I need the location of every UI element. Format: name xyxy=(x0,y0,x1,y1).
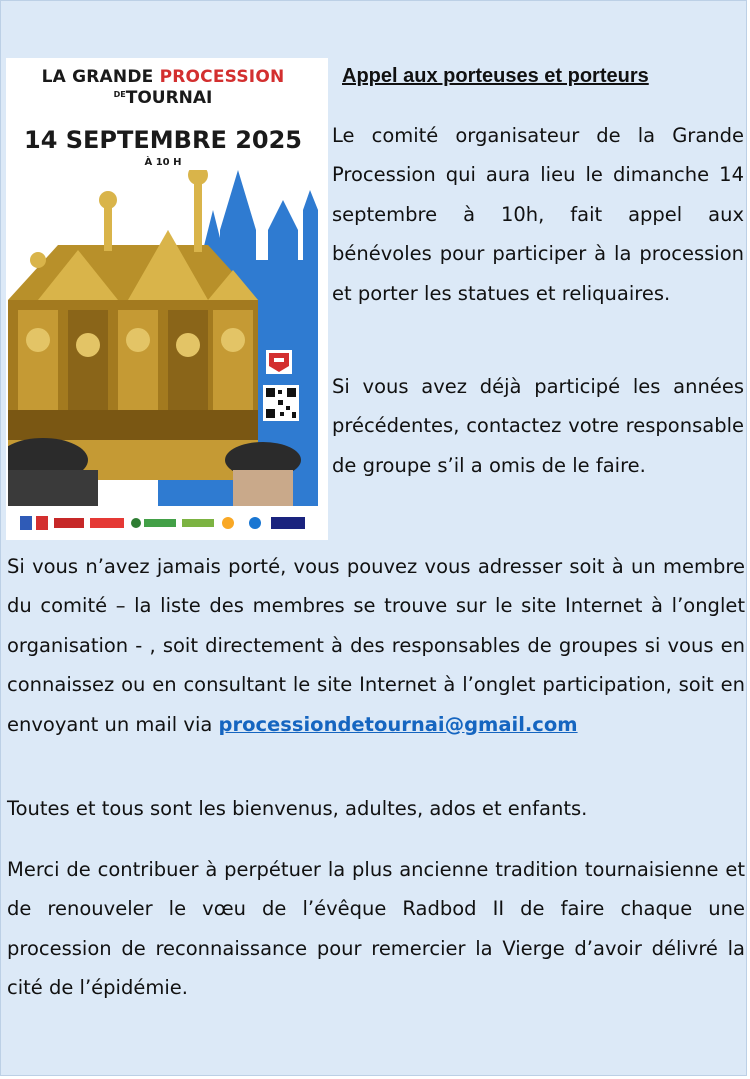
procession-poster xyxy=(6,58,328,540)
poster-date: 14 SEPTEMBRE 2025 xyxy=(24,126,302,154)
poster-title-city: $^{DE}$TOURNAI xyxy=(113,88,213,108)
paragraph-tradition: Merci de contribuer à perpétuer la plus ancienne tradition tournaisienne et de renouveler le vœu de l’évêque Radbod II de faire chaque une procession de reconnaissance pour remercier la Vierge d’avoir délivré la cité de l’épidémie. xyxy=(7,858,745,1000)
page-heading: Appel aux porteuses et porteurs xyxy=(342,65,649,87)
paragraph-new-bearers: Si vous n’avez jamais porté, vous pouvez vous adresser soit à un membre du comité – la liste des membres se trouve sur le site Internet à l’onglet organisation - , soit directement à des responsables de groupes si vous en connaissez ou en consultant le site Internet à l’onglet participation, soit en envoyant un mail via processiondetournai@gmail.com xyxy=(7,555,745,736)
paragraph-welcome: Toutes et tous sont les bienvenus, adultes, ados et enfants. xyxy=(7,797,588,820)
paragraph-previous-participants: Si vous avez déjà participé les années précédentes, contactez votre responsable de groupe s’il a omis de le faire. xyxy=(332,375,744,477)
paragraph-call-for-volunteers: Le comité organisateur de la Grande Procession qui aura lieu le dimanche 14 septembre à 10h, fait appel aux bénévoles pour participer à la procession et porter les statues et reliquaires. xyxy=(332,124,744,305)
reliquary-shrine-image xyxy=(8,170,318,506)
sponsor-logos xyxy=(8,510,318,536)
poster-hour: À 10 H xyxy=(144,157,182,168)
poster-title: LA GRANDE PROCESSION xyxy=(41,67,285,87)
email-link[interactable]: processiondetournai@gmail.com xyxy=(218,712,578,736)
